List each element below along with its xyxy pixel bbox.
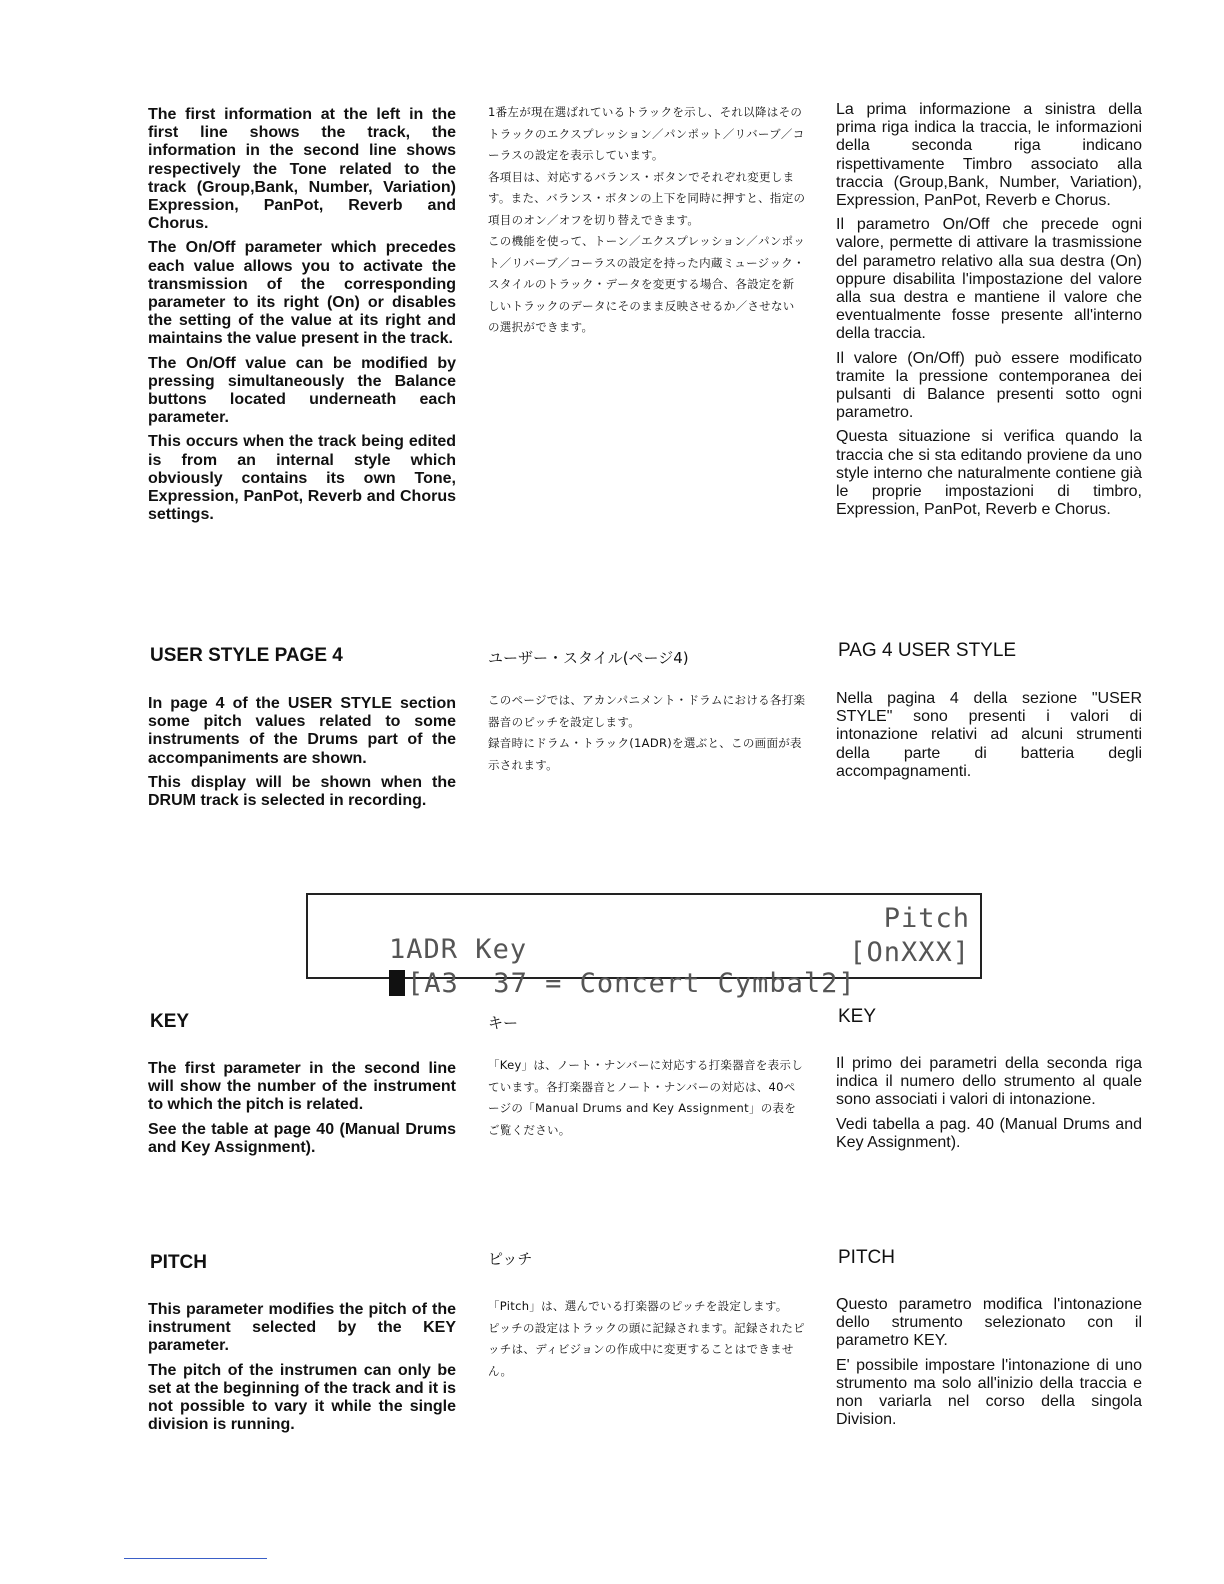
paragraph: 「Key」は、ノート・ナンバーに対応する打楽器音を表示しています。各打楽器音とノート・ナンバーの対応は、40ページの「Manual Drums and Key Assignment」の表をご覧ください。 [488, 1058, 804, 1137]
paragraph: The pitch of the instrumen can only be set at the beginning of the track and it is not possible to vary it while the single division is running. [148, 1361, 456, 1434]
lcd-key-value: [A3 37 = Concert Cymbal2] [407, 968, 856, 999]
heading-pitch-it: PITCH [838, 1247, 895, 1268]
paragraph: See the table at page 40 (Manual Drums and Key Assignment). [148, 1120, 456, 1156]
paragraph: In page 4 of the USER STYLE section some pitch values related to some instruments of the Drums part of the accompaniments are shown. [148, 695, 456, 767]
section4-english [148, 1301, 456, 1440]
paragraph: Il primo dei parametri della seconda riga indica il numero dello strumento al quale sono associati i valori di intonazione. [836, 1055, 1142, 1109]
paragraph: ピッチの設定はトラックの頭に記録されます。記録されたピッチは、ディビジョンの作成中に変更することはできません。 [488, 1320, 805, 1378]
lcd-pitch-label: Pitch [883, 903, 970, 934]
paragraph: E' possibile impostare l'intonazione di uno strumento ma solo all'inizio della traccia e non variarla nel corso della singola Division. [836, 1356, 1142, 1429]
section1-japanese [488, 102, 806, 339]
paragraph: Questa situazione si verifica quando la traccia che si sta editando proviene da uno style interno che naturalmente contiene già le proprie impostazioni di timbro, Expression, PanPot, Reverb e Chorus. [836, 428, 1142, 519]
lcd-pitch-value: [OnXXX] [849, 937, 970, 968]
section2-italian [836, 690, 1142, 787]
paragraph: 各項目は、対応するバランス・ボタンでそれぞれ変更します。また、バランス・ボタンの上下を同時に押すと、指定の項目のオン／オフを切り替えできます。 [488, 169, 806, 227]
heading-user-style-en: USER STYLE PAGE 4 [150, 645, 343, 666]
section1-italian [836, 101, 1142, 525]
paragraph: This occurs when the track being edited is from an internal style which obviously contains its own Tone, Expression, PanPot, Reverb and Chorus settings. [148, 433, 456, 524]
heading-key-en: KEY [150, 1011, 190, 1032]
lcd-cursor [389, 970, 405, 996]
paragraph: This display will be shown when the DRUM track is selected in recording. [148, 773, 456, 810]
lcd-display [306, 893, 982, 999]
heading-user-style-it: PAG 4 USER STYLE [838, 640, 1017, 661]
section2-english [148, 695, 456, 816]
paragraph: 1番左が現在選ばれているトラックを示し、それ以降はそのトラックのエクスプレッション／パンポット／リバーブ／コーラスの設定を表示しています。 [488, 105, 805, 162]
lcd-track-key: 1ADR Key [389, 934, 528, 965]
section3-italian [836, 1055, 1142, 1158]
section3-english [148, 1060, 456, 1163]
paragraph: 「Pitch」は、選んでいる打楽器のピッチを設定します。 [488, 1299, 788, 1313]
paragraph: The first information at the left in the first line shows the track, the information in the second line shows respectively the Tone related to the track (Group,Bank, Number, Variation) Expression, PanPot, Reverb and Chorus. [148, 106, 456, 233]
paragraph: The On/Off parameter which precedes each value allows you to activate the transmission of the corresponding parameter to its right (On) or disables the setting of the value at its right and maintains the value present in the track. [148, 239, 456, 348]
section1-english [148, 106, 456, 530]
section4-italian [836, 1296, 1142, 1435]
paragraph: 録音時にドラム・トラック(1ADR)を選ぶと、この画面が表示されます。 [488, 736, 802, 772]
section2-japanese [488, 690, 806, 776]
paragraph: Il valore (On/Off) può essere modificato tramite la pressione contemporanea dei pulsanti di Balance presenti sotto ogni parametro. [836, 349, 1142, 422]
paragraph: Questo parametro modifica l'intonazione dello strumento selezionato con il parametro KEY. [836, 1296, 1142, 1350]
paragraph: La prima informazione a sinistra della prima riga indica la traccia, le informazioni della seconda riga indicano rispettivamente Timbro associato alla traccia (Group,Bank, Number, Variation), Expression, PanPot, Reverb e Chorus. [836, 101, 1142, 210]
paragraph: This parameter modifies the pitch of the instrument selected by the KEY parameter. [148, 1301, 456, 1355]
paragraph: Il parametro On/Off che precede ogni valore, permette di attivare la trasmissione del parametro relativo alla sua destra (On) oppure disabilita l'impostazione del valore alla sua destra e mantiene il valore che eventualmente fosse presente all'interno della traccia. [836, 216, 1142, 343]
paragraph: このページでは、アカンパニメント・ドラムにおける各打楽器音のピッチを設定します。 [488, 693, 806, 729]
heading-user-style-jp: ユーザー・スタイル(ページ4) [488, 649, 689, 667]
heading-key-jp: キー [488, 1014, 519, 1032]
section4-japanese [488, 1296, 806, 1382]
paragraph: Vedi tabella a pag. 40 (Manual Drums and Key Assignment). [836, 1115, 1142, 1151]
section3-japanese [488, 1055, 806, 1141]
heading-pitch-jp: ピッチ [488, 1250, 533, 1268]
heading-pitch-en: PITCH [150, 1252, 207, 1273]
paragraph: The first parameter in the second line will show the number of the instrument to which the pitch is related. [148, 1060, 456, 1114]
footer-rule [124, 1558, 267, 1559]
paragraph: この機能を使って、トーン／エクスプレッション／パンポット／リバーブ／コーラスの設定を持った内蔵ミュージック・スタイルのトラック・データを変更する場合、各設定を新しいトラックのデータにそのまま反映させるか／させないの選択ができます。 [488, 234, 806, 334]
heading-key-it: KEY [838, 1006, 877, 1027]
paragraph: Nella pagina 4 della sezione "USER STYLE" sono presenti i valori di intonazione relativi ad alcuni strumenti della parte di batteria degli accompagnamenti. [836, 690, 1142, 780]
paragraph: The On/Off value can be modified by pressing simultaneously the Balance buttons located underneath each parameter. [148, 354, 456, 427]
lcd-line-2 [320, 937, 970, 1061]
